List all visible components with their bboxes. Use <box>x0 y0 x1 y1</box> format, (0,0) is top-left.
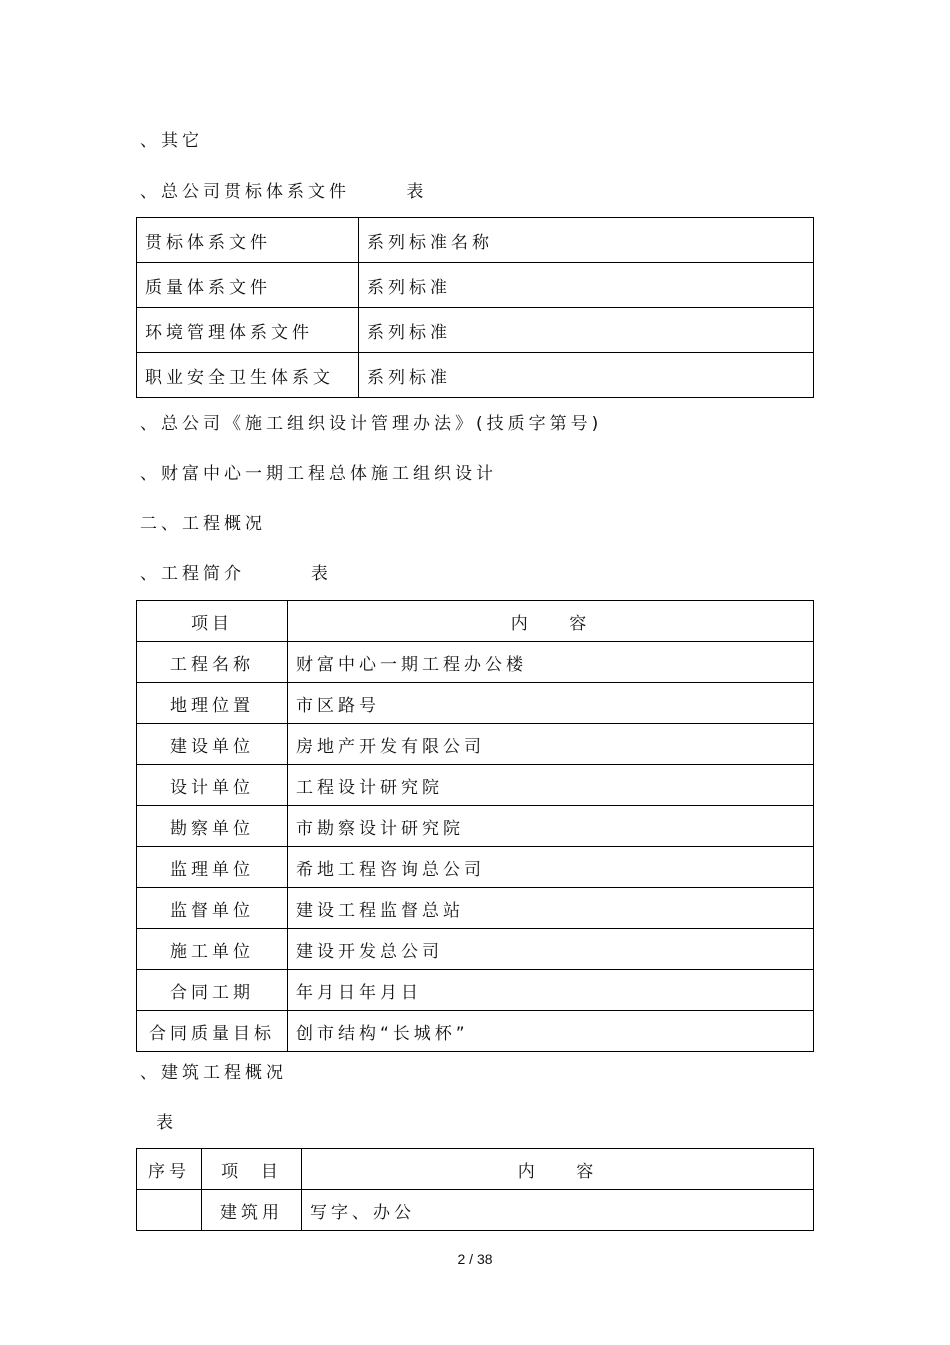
table-cell: 质量体系文件 <box>137 263 359 308</box>
table-cell: 施工单位 <box>137 929 288 970</box>
table-row <box>137 263 814 308</box>
table-cell: 工程设计研究院 <box>288 765 814 806</box>
table-row <box>137 929 814 970</box>
table-cell: 系列标准 <box>359 353 814 398</box>
table-cell: 创市结构“长城杯” <box>288 1011 814 1052</box>
table-row <box>137 353 814 398</box>
table-cell: 环境管理体系文件 <box>137 308 359 353</box>
table-cell: 市区路号 <box>288 683 814 724</box>
line-hq-method: 、总公司《施工组织设计管理办法》(技质字第号) <box>140 414 603 434</box>
line-building: 、建筑工程概况 <box>140 1063 287 1083</box>
table-row <box>137 642 814 683</box>
standards-table <box>136 217 814 398</box>
table-header-cell: 内 容 <box>288 601 814 642</box>
table-header-row <box>137 1149 814 1190</box>
table-row <box>137 1190 814 1231</box>
table-cell: 建设单位 <box>137 724 288 765</box>
table-cell: 监理单位 <box>137 847 288 888</box>
table-row <box>137 308 814 353</box>
table-cell: 设计单位 <box>137 765 288 806</box>
table-cell: 工程名称 <box>137 642 288 683</box>
table-cell: 建设开发总公司 <box>288 929 814 970</box>
table-cell: 职业安全卫生体系文 <box>137 353 359 398</box>
line-other: 、其它 <box>140 131 203 151</box>
table-cell: 系列标准 <box>359 308 814 353</box>
table-cell: 勘察单位 <box>137 806 288 847</box>
table-cell: 合同工期 <box>137 970 288 1011</box>
table-cell <box>137 1190 202 1231</box>
table-cell: 系列标准 <box>359 263 814 308</box>
table-header-row <box>137 601 814 642</box>
table-row <box>137 683 814 724</box>
table-header-cell: 项 目 <box>202 1149 302 1190</box>
line-caifu-design: 、财富中心一期工程总体施工组织设计 <box>140 464 497 484</box>
table-cell: 写字、办公 <box>302 1190 814 1231</box>
table-cell: 系列标准名称 <box>359 218 814 263</box>
line-hq-docs: 、总公司贯标体系文件 表 <box>140 182 428 202</box>
table-row <box>137 847 814 888</box>
project-intro-table <box>136 600 814 1052</box>
table-cell: 房地产开发有限公司 <box>288 724 814 765</box>
table-header-cell: 内 容 <box>302 1149 814 1190</box>
section-title-overview: 二、工程概况 <box>140 514 266 534</box>
page-number: 2 / 38 <box>457 1251 493 1267</box>
building-overview-table <box>136 1148 814 1231</box>
table-row <box>137 218 814 263</box>
table-cell: 合同质量目标 <box>137 1011 288 1052</box>
table-cell: 地理位置 <box>137 683 288 724</box>
table3-caption: 表 <box>156 1113 177 1133</box>
table-cell: 财富中心一期工程办公楼 <box>288 642 814 683</box>
line-intro: 、工程简介 表 <box>140 564 332 584</box>
table-cell: 监督单位 <box>137 888 288 929</box>
table-cell: 建设工程监督总站 <box>288 888 814 929</box>
table-cell: 希地工程咨询总公司 <box>288 847 814 888</box>
table-cell: 建筑用 <box>202 1190 302 1231</box>
table-row <box>137 888 814 929</box>
table-row <box>137 806 814 847</box>
table-row <box>137 724 814 765</box>
table-header-cell: 项目 <box>137 601 288 642</box>
table-cell: 贯标体系文件 <box>137 218 359 263</box>
table-header-cell: 序号 <box>137 1149 202 1190</box>
table-cell: 年月日年月日 <box>288 970 814 1011</box>
table-cell: 市勘察设计研究院 <box>288 806 814 847</box>
table-row <box>137 1011 814 1052</box>
table-row <box>137 765 814 806</box>
table-row <box>137 970 814 1011</box>
